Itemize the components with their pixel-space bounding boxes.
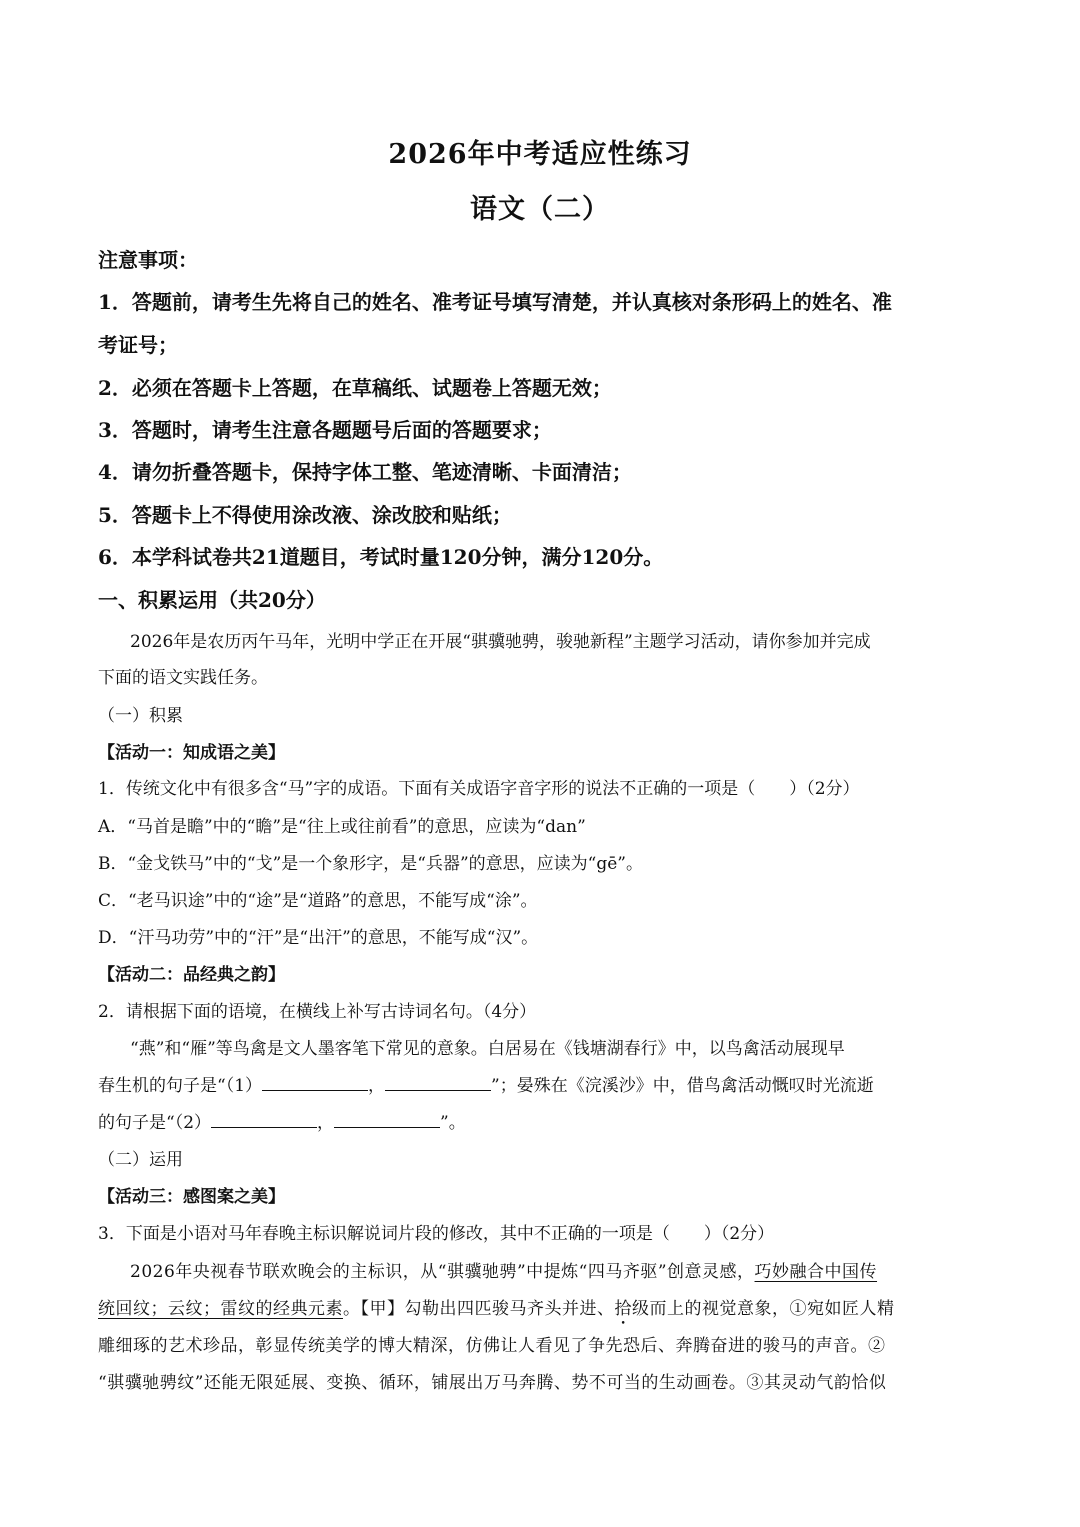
passage-line [130, 1257, 985, 1282]
notice-item: 考证号； [98, 333, 178, 357]
section-heading: 一、积累运用（共20分） [98, 588, 326, 612]
intro-paragraph-line: 2026年是农历丙午马年，光明中学正在开展“骐骥驰骋，骏驰新程”主题学习活动，请你参加并完成 [130, 632, 871, 652]
dotted-character: 拾 [614, 1299, 632, 1319]
exam-title: 2026年中考适应性练习 [388, 139, 692, 170]
activity-heading: 【活动一：知成语之美】 [98, 743, 285, 763]
passage-line [98, 1294, 985, 1329]
notice-item: 6．本学科试卷共21道题目，考试时量120分钟，满分120分。 [98, 545, 664, 569]
fill-in-suffix: ”。 [440, 1113, 466, 1133]
fill-in-line [98, 1108, 985, 1133]
exam-subtitle: 语文（二） [470, 194, 610, 225]
subsection-heading: （二）运用 [98, 1150, 183, 1170]
fill-in-separator: ， [368, 1076, 386, 1096]
passage-text: 。【甲】勾勒出四匹骏马齐头并进、 [343, 1299, 615, 1319]
answer-blank[interactable] [385, 1072, 491, 1091]
fill-in-prefix: 春生机的句子是“（1） [98, 1076, 263, 1096]
answer-blank[interactable] [262, 1072, 368, 1091]
notice-heading: 注意事项： [98, 248, 198, 272]
notice-item: 3．答题时，请考生注意各题题号后面的答题要求； [98, 418, 552, 442]
fill-in-prefix: 的句子是“（2） [98, 1113, 212, 1133]
passage-line: 雕细琢的艺术珍品，彰显传统美学的博大精深，仿佛让人看见了争先恐后、奔腾奋进的骏马的声音。② [98, 1336, 886, 1356]
answer-blank[interactable] [211, 1109, 317, 1128]
notice-item: 1．答题前，请考生先将自己的姓名、准考证号填写清楚，并认真核对条形码上的姓名、准 [98, 290, 892, 314]
fill-in-separator: ， [317, 1113, 335, 1133]
fill-in-suffix: ”；晏殊在《浣溪沙》中，借鸟禽活动慨叹时光流逝 [491, 1076, 874, 1096]
question-stem: 2．请根据下面的语境，在横线上补写古诗词名句。（4分） [98, 1002, 537, 1022]
notice-item: 5．答题卡上不得使用涂改液、涂改胶和贴纸； [98, 503, 512, 527]
answer-option: C．“老马识途”中的“途”是“道路”的意思，不能写成“涂”。 [98, 891, 538, 911]
answer-blank[interactable] [334, 1109, 440, 1128]
activity-heading: 【活动二：品经典之韵】 [98, 965, 285, 985]
passage-text: 级而上的视觉意象，①宛如匠人精 [632, 1299, 895, 1319]
answer-option: A．“马首是瞻”中的“瞻”是“往上或往前看”的意思，应读为“dan” [98, 817, 586, 837]
intro-paragraph-line: 下面的语文实践任务。 [98, 668, 268, 688]
answer-option: D．“汗马功劳”中的“汗”是“出汗”的意思，不能写成“汉”。 [98, 928, 539, 948]
fill-in-line [98, 1071, 985, 1096]
passage-line: “骐骥驰骋纹”还能无限延展、变换、循环，铺展出万马奔腾、势不可当的生动画卷。③其灵动气韵恰似 [98, 1373, 887, 1393]
answer-option: B．“金戈铁马”中的“戈”是一个象形字，是“兵器”的意思，应读为“gē”。 [98, 854, 643, 874]
notice-item: 2．必须在答题卡上答题，在草稿纸、试题卷上答题无效； [98, 376, 612, 400]
question-stem: 1．传统文化中有很多含“马”字的成语。下面有关成语字音字形的说法不正确的一项是（ ）（2分） [98, 779, 860, 799]
context-paragraph-line: “燕”和“雁”等鸟禽是文人墨客笔下常见的意象。白居易在《钱塘湖春行》中，以鸟禽活动展现早 [130, 1039, 845, 1059]
underlined-phrase: 统回纹；云纹；雷纹的经典元素 [98, 1299, 343, 1319]
underlined-phrase: 巧妙融合中国传 [754, 1262, 878, 1282]
activity-heading: 【活动三：感图案之美】 [98, 1187, 285, 1207]
notice-item: 4．请勿折叠答题卡，保持字体工整、笔迹清晰、卡面清洁； [98, 460, 632, 484]
subsection-heading: （一）积累 [98, 706, 183, 726]
passage-text: 2026年央视春节联欢晚会的主标识，从“骐骥驰骋”中提炼“四马齐驱”创意灵感， [130, 1262, 755, 1282]
question-stem: 3．下面是小语对马年春晚主标识解说词片段的修改，其中不正确的一项是（ ）（2分） [98, 1224, 775, 1244]
